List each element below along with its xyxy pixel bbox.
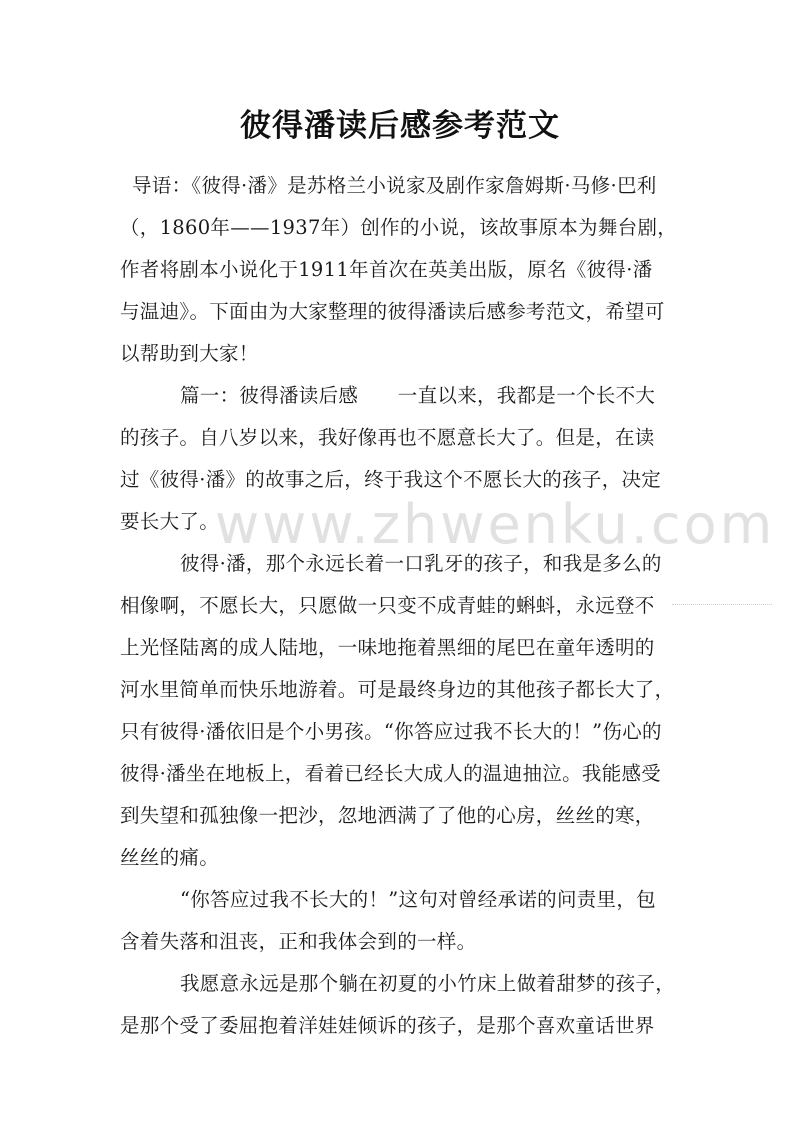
section-heading-line: 篇一：彼得潘读后感 一直以来，我都是一个长不大 bbox=[180, 384, 656, 407]
body-line: 过《彼得·潘》的故事之后，终于我这个不愿长大的孩子，决定 bbox=[120, 468, 662, 491]
body-line: 彼得·潘，那个永远长着一口乳牙的孩子，和我是多么的 bbox=[180, 552, 662, 575]
dotted-divider bbox=[672, 604, 772, 605]
body-line: 相像啊，不愿长大，只愿做一只变不成青蛙的蝌蚪，永远登不 bbox=[120, 594, 655, 617]
body-line: 的孩子。自八岁以来，我好像再也不愿意长大了。但是，在读 bbox=[120, 426, 655, 449]
document-title: 彼得潘读后感参考范文 bbox=[240, 108, 560, 144]
body-line: 作者将剧本小说化于1911年首次在英美出版，原名《彼得·潘 bbox=[120, 258, 653, 281]
body-line: 丝丝的痛。 bbox=[120, 846, 220, 869]
body-line: 到失望和孤独像一把沙，忽地洒满了了他的心房，丝丝的寒， bbox=[120, 804, 655, 827]
body-line: 河水里简单而快乐地游着。可是最终身边的其他孩子都长大了， bbox=[120, 678, 675, 701]
body-line: “你答应过我不长大的！”这句对曾经承诺的问责里，包 bbox=[180, 888, 656, 911]
body-line: 我愿意永远是那个躺在初夏的小竹床上做着甜梦的孩子， bbox=[180, 972, 676, 995]
body-line: 彼得·潘坐在地板上，看着已经长大成人的温迪抽泣。我能感受 bbox=[120, 762, 662, 785]
body-line: 是那个受了委屈抱着洋娃娃倾诉的孩子，是那个喜欢童话世界 bbox=[120, 1014, 655, 1037]
body-line: 上光怪陆离的成人陆地，一味地拖着黑细的尾巴在童年透明的 bbox=[120, 636, 655, 659]
body-line: 含着失落和沮丧，正和我体会到的一样。 bbox=[120, 930, 477, 953]
body-line: 与温迪》。下面由为大家整理的彼得潘读后感参考范文，希望可 bbox=[120, 300, 665, 323]
watermark: www.zhwenku.com bbox=[215, 493, 776, 556]
body-line: （，1860年——1937年）创作的小说，该故事原本为舞台剧， bbox=[120, 216, 678, 239]
body-line: 导语：《彼得·潘》是苏格兰小说家及剧作家詹姆斯·马修·巴利 bbox=[132, 174, 657, 197]
body-line: 只有彼得·潘依旧是个小男孩。“你答应过我不长大的！”伤心的 bbox=[120, 720, 662, 743]
body-line: 以帮助到大家！ bbox=[120, 342, 259, 365]
body-line: 要长大了。 bbox=[120, 510, 220, 533]
